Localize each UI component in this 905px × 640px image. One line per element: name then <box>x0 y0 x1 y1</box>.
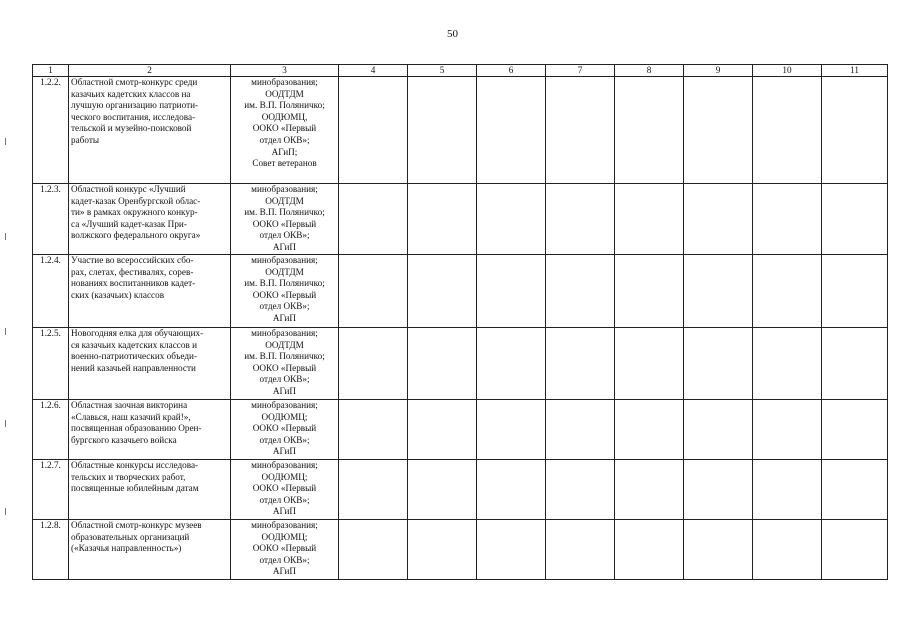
empty-cell <box>684 328 753 400</box>
table-row <box>33 255 888 328</box>
responsible-line: отдел ОКВ»; <box>259 301 310 312</box>
responsible-line: отдел ОКВ»; <box>259 230 310 241</box>
events-table <box>32 64 888 580</box>
event-line: ся казачьих кадетских классов и <box>71 339 198 350</box>
responsible-line: АГиП <box>272 312 297 323</box>
empty-cell <box>684 520 753 580</box>
event-line: военно-патриотических объеди- <box>71 351 198 362</box>
empty-cell <box>546 184 615 255</box>
event-line: ти» в рамках окружного конкур- <box>71 207 198 218</box>
responsible-line: минобразования; <box>251 77 318 87</box>
empty-cell <box>408 328 477 400</box>
event-line: («Казачья направленность») <box>71 543 182 554</box>
event-line: са «Лучший кадет-казак При- <box>71 218 187 229</box>
empty-cell <box>822 184 888 255</box>
column-header: 4 <box>339 65 408 77</box>
event-line: нованиях воспитанников кадет- <box>71 278 196 289</box>
responsible-line: минобразования; <box>251 460 318 470</box>
item-number: 1.2.6. <box>33 400 69 460</box>
column-header: 5 <box>408 65 477 77</box>
empty-cell <box>477 255 546 328</box>
margin-mark <box>5 328 6 335</box>
responsible-line: ООКО «Первый <box>252 362 317 373</box>
responsible-line: ООКО «Первый <box>252 289 317 300</box>
empty-cell <box>477 328 546 400</box>
empty-cell <box>339 400 408 460</box>
empty-cell <box>339 184 408 255</box>
column-header: 7 <box>546 65 615 77</box>
empty-cell <box>408 400 477 460</box>
responsible-line: АГиП <box>272 385 297 396</box>
event-description <box>69 520 231 580</box>
event-line: Областная заочная викторина <box>71 400 188 410</box>
empty-cell <box>753 520 822 580</box>
item-number: 1.2.8. <box>33 520 69 580</box>
responsible-organizations <box>231 184 339 255</box>
responsible-line: АГиП <box>272 506 297 517</box>
responsible-line: ООДЮМЦ; <box>261 471 308 482</box>
item-number: 1.2.7. <box>33 460 69 520</box>
responsible-line: им. В.П. Поляничко; <box>244 207 325 218</box>
event-line: волжского федерального округа» <box>71 230 201 241</box>
empty-cell <box>546 460 615 520</box>
event-description <box>69 460 231 520</box>
header-row <box>33 65 888 77</box>
event-line: Областной конкурс «Лучший <box>71 184 186 194</box>
empty-cell <box>408 460 477 520</box>
item-number: 1.2.4. <box>33 255 69 328</box>
event-description <box>69 77 231 184</box>
event-line: нений казачьей направленности <box>71 362 196 373</box>
event-line: Областной смотр-конкурс среди <box>71 77 198 87</box>
empty-cell <box>615 77 684 184</box>
empty-cell <box>753 77 822 184</box>
empty-cell <box>546 328 615 400</box>
responsible-line: им. В.П. Поляничко; <box>244 351 325 362</box>
event-line: работы <box>71 134 100 145</box>
responsible-organizations <box>231 460 339 520</box>
responsible-line: отдел ОКВ»; <box>259 434 310 445</box>
responsible-line: ООДТДМ <box>265 266 304 277</box>
empty-cell <box>408 77 477 184</box>
event-line: лучшую организацию патриоти- <box>71 100 199 111</box>
empty-cell <box>408 520 477 580</box>
responsible-line: ООКО «Первый <box>252 218 317 229</box>
empty-cell <box>339 77 408 184</box>
empty-cell <box>546 255 615 328</box>
empty-cell <box>546 520 615 580</box>
empty-cell <box>684 77 753 184</box>
event-line: Областные конкурсы исследова- <box>71 460 199 470</box>
empty-cell <box>822 520 888 580</box>
responsible-line: АГиП; <box>271 146 298 157</box>
responsible-line: ООКО «Первый <box>252 123 317 134</box>
empty-cell <box>339 328 408 400</box>
responsible-line: отдел ОКВ»; <box>259 494 310 505</box>
empty-cell <box>477 184 546 255</box>
column-header: 1 <box>33 65 69 77</box>
empty-cell <box>615 255 684 328</box>
item-number: 1.2.2. <box>33 77 69 184</box>
event-line: посвященные юбилейным датам <box>71 483 199 494</box>
responsible-organizations <box>231 255 339 328</box>
responsible-line: им. В.П. Поляничко; <box>244 278 325 289</box>
empty-cell <box>753 328 822 400</box>
empty-cell <box>684 255 753 328</box>
event-line: тельской и музейно-поисковой <box>71 123 192 134</box>
responsible-line: минобразования; <box>251 328 318 338</box>
event-description <box>69 328 231 400</box>
responsible-organizations <box>231 328 339 400</box>
empty-cell <box>684 460 753 520</box>
table-row <box>33 400 888 460</box>
event-line: тельских и творческих работ, <box>71 471 186 482</box>
margin-mark <box>5 508 6 515</box>
responsible-line: отдел ОКВ»; <box>259 134 310 145</box>
responsible-line: минобразования; <box>251 255 318 265</box>
event-line: рах, слетах, фестивалях, сорев- <box>71 266 194 277</box>
empty-cell <box>822 400 888 460</box>
item-number: 1.2.3. <box>33 184 69 255</box>
empty-cell <box>615 460 684 520</box>
empty-cell <box>615 520 684 580</box>
responsible-line: отдел ОКВ»; <box>259 374 310 385</box>
empty-cell <box>615 400 684 460</box>
empty-cell <box>615 184 684 255</box>
empty-cell <box>822 255 888 328</box>
column-header: 3 <box>231 65 339 77</box>
event-description <box>69 255 231 328</box>
responsible-line: ООКО «Первый <box>252 543 317 554</box>
empty-cell <box>615 328 684 400</box>
empty-cell <box>477 520 546 580</box>
item-number: 1.2.5. <box>33 328 69 400</box>
event-line: Областной смотр-конкурс музеев <box>71 520 202 530</box>
event-line: ских (казачьих) классов <box>71 289 165 300</box>
responsible-line: отдел ОКВ»; <box>259 554 310 565</box>
responsible-line: АГиП <box>272 241 297 252</box>
empty-cell <box>477 460 546 520</box>
empty-cell <box>822 328 888 400</box>
event-description <box>69 400 231 460</box>
column-header: 8 <box>615 65 684 77</box>
event-line: казачьих кадетских классов на <box>71 88 191 99</box>
responsible-line: минобразования; <box>251 184 318 194</box>
responsible-organizations <box>231 400 339 460</box>
empty-cell <box>753 400 822 460</box>
responsible-line: минобразования; <box>251 400 318 410</box>
responsible-line: ООДЮМЦ; <box>261 411 308 422</box>
column-header: 6 <box>477 65 546 77</box>
margin-mark <box>5 420 6 427</box>
column-header: 11 <box>822 65 888 77</box>
margin-mark <box>5 233 6 240</box>
empty-cell <box>822 77 888 184</box>
responsible-line: АГиП <box>272 446 297 457</box>
page-number: 50 <box>447 28 458 40</box>
event-line: кадет-казак Оренбургской облас- <box>71 195 201 206</box>
empty-cell <box>339 520 408 580</box>
responsible-line: им. В.П. Поляничко; <box>244 100 325 111</box>
table-row <box>33 184 888 255</box>
responsible-line: ООКО «Первый <box>252 423 317 434</box>
event-line: Новогодняя елка для обучающих- <box>71 328 204 338</box>
responsible-line: ООДТДМ <box>265 195 304 206</box>
event-line: бургского казачьего войска <box>71 434 177 445</box>
responsible-line: ООДТДМ <box>265 88 304 99</box>
responsible-line: ООДТДМ <box>265 339 304 350</box>
table-row <box>33 460 888 520</box>
empty-cell <box>339 255 408 328</box>
event-line: ческого воспитания, исследова- <box>71 111 196 122</box>
responsible-line: АГиП <box>272 566 297 577</box>
responsible-line: Совет ветеранов <box>252 158 317 169</box>
empty-cell <box>408 184 477 255</box>
responsible-organizations <box>231 520 339 580</box>
empty-cell <box>753 184 822 255</box>
responsible-line: минобразования; <box>251 520 318 530</box>
table-row <box>33 328 888 400</box>
table-row <box>33 520 888 580</box>
column-header: 9 <box>684 65 753 77</box>
empty-cell <box>684 184 753 255</box>
empty-cell <box>339 460 408 520</box>
event-description <box>69 184 231 255</box>
empty-cell <box>822 460 888 520</box>
responsible-line: ООДЮМЦ; <box>261 531 308 542</box>
margin-mark <box>5 138 6 145</box>
event-line: Участие во всероссийских сбо- <box>71 255 194 265</box>
empty-cell <box>477 77 546 184</box>
event-line: образовательных организаций <box>71 531 190 542</box>
empty-cell <box>408 255 477 328</box>
responsible-organizations <box>231 77 339 184</box>
event-line: «Славься, наш казачий край!», <box>71 411 191 422</box>
responsible-line: ООКО «Первый <box>252 483 317 494</box>
responsible-line: ООДЮМЦ, <box>261 111 308 122</box>
column-header: 2 <box>69 65 231 77</box>
table-row <box>33 77 888 184</box>
event-line: посвященная образованию Орен- <box>71 423 202 434</box>
empty-cell <box>753 460 822 520</box>
column-header: 10 <box>753 65 822 77</box>
empty-cell <box>546 400 615 460</box>
empty-cell <box>753 255 822 328</box>
empty-cell <box>684 400 753 460</box>
empty-cell <box>546 77 615 184</box>
empty-cell <box>477 400 546 460</box>
